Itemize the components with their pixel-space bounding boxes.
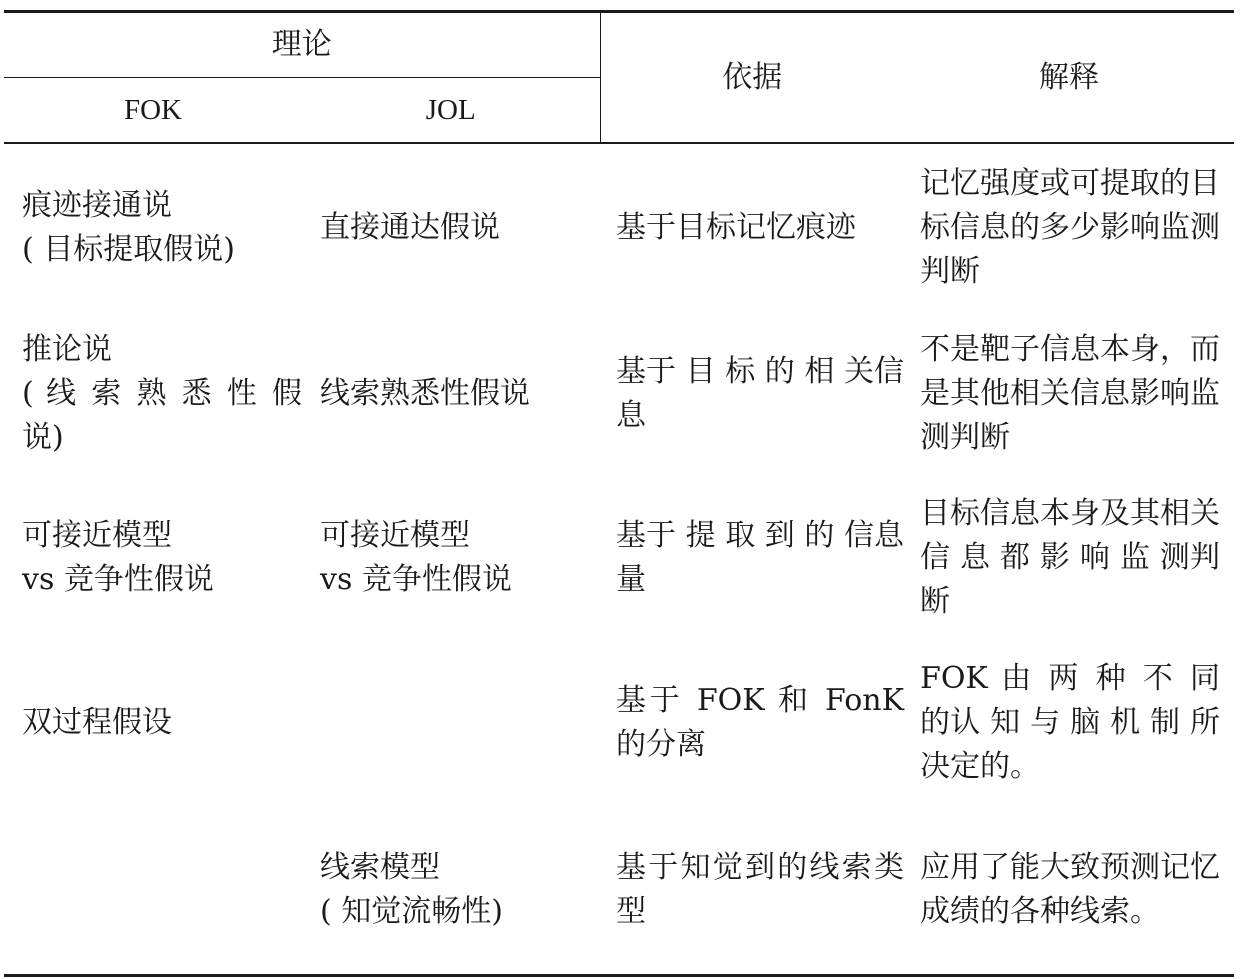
cell-text: ( 知觉流畅性) <box>320 894 503 929</box>
cell-text: 目标信息本身及其相关 信 息 都 影 响 监 测判断 <box>920 496 1220 619</box>
cell-text: 基于目标记忆痕迹 <box>616 210 856 245</box>
cell-jol <box>302 143 600 312</box>
cell-text: 线索熟悉性假说 <box>320 376 530 411</box>
header-explanation: 解释 <box>1039 59 1099 95</box>
cell-text: 记忆强度或可提取的目标信息的多少影响监测判断 <box>920 166 1220 289</box>
cell-jol <box>302 806 600 976</box>
cell-explanation <box>904 143 1234 312</box>
cell-text: FOK 由 两 种 不 同 的认 知 与 脑 机 制 所 决定的。 <box>920 661 1220 784</box>
cell-text: 可接近模型 <box>320 518 470 553</box>
cell-text: 线索模型 <box>320 850 440 885</box>
cell-basis <box>600 806 904 976</box>
header-basis: 依据 <box>600 12 904 144</box>
cell-fok <box>4 312 302 476</box>
cell-text: ( 线 索 熟 悉 性 假说) <box>22 376 302 455</box>
cell-fok <box>4 143 302 312</box>
header-jol-label: JOL <box>425 94 476 126</box>
cell-explanation <box>904 476 1234 640</box>
table-row <box>4 312 1234 476</box>
table-row <box>4 476 1234 640</box>
cell-text: 应用了能大致预测记忆成绩的各种线索。 <box>920 850 1220 929</box>
cell-text: vs 竞争性假说 <box>320 562 512 597</box>
cell-explanation <box>904 640 1234 806</box>
cell-basis <box>600 640 904 806</box>
cell-fok <box>4 640 302 806</box>
header-theory: 理论 <box>4 12 600 78</box>
table-row <box>4 640 1234 806</box>
cell-text: vs 竞争性假说 <box>22 562 214 597</box>
header-jol <box>302 78 600 144</box>
cell-text: 痕迹接通说 <box>22 188 172 223</box>
theory-comparison-table <box>4 10 1234 977</box>
cell-jol <box>302 476 600 640</box>
cell-jol <box>302 312 600 476</box>
cell-text: 基于 提 取 到 的 信息量 <box>616 518 904 597</box>
cell-text: 可接近模型 <box>22 518 172 553</box>
cell-basis <box>600 476 904 640</box>
cell-text: 基于 FOK 和 FonK 的分离 <box>616 683 904 762</box>
cell-jol <box>302 640 600 806</box>
cell-text: 推论说 <box>22 332 112 367</box>
header-row-1 <box>4 12 1234 78</box>
header-fok <box>4 78 302 144</box>
cell-text: 直接通达假说 <box>320 210 500 245</box>
table-row <box>4 143 1234 312</box>
cell-fok <box>4 476 302 640</box>
header-fok-label: FOK <box>123 94 182 126</box>
cell-basis <box>600 143 904 312</box>
cell-text: 不是靶子信息本身，而是其他相关信息影响监测判断 <box>920 332 1220 455</box>
cell-fok <box>4 806 302 976</box>
cell-text: 基于 目 标 的 相 关信息 <box>616 354 904 433</box>
cell-text: 基于知觉到的线索类型 <box>616 850 904 929</box>
table-row <box>4 806 1234 976</box>
cell-explanation <box>904 806 1234 976</box>
cell-basis <box>600 312 904 476</box>
cell-text: 双过程假设 <box>22 705 172 740</box>
cell-text: ( 目标提取假说) <box>22 232 235 267</box>
cell-explanation <box>904 312 1234 476</box>
